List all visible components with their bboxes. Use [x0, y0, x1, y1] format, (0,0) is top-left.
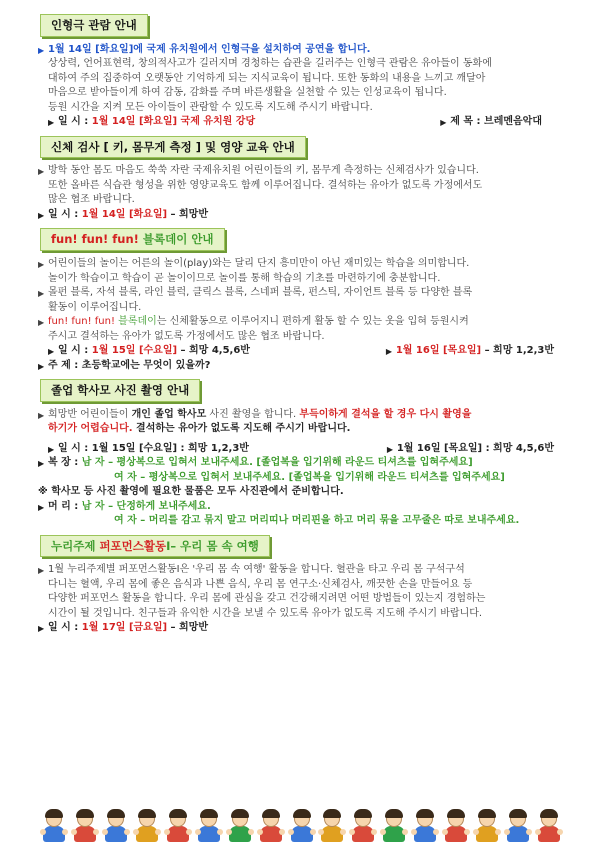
child-figure-icon: [502, 809, 533, 843]
section-title: [40, 136, 306, 159]
child-figure-icon: [378, 809, 409, 843]
body-line: [38, 422, 564, 437]
date-row: [38, 344, 564, 359]
title-value: 브레멘음악대: [484, 116, 542, 128]
body-line: 활동이 이루어집니다.: [48, 301, 142, 313]
dress-label: 복 장 :: [48, 457, 79, 469]
body-line: 등원 시간을 지켜 모든 아이들이 관람할 수 있도록 지도해 주시기 바랍니다.: [48, 101, 373, 113]
section-graduation-photo: [38, 379, 564, 529]
body-line: ▶ 몰펀 블록, 자석 블록, 라인 블럭, 클릭스 블록, 스네퍼 블록, 펀스틱, 자이언트 블록 등 다양한 블록: [38, 286, 564, 301]
child-figure-icon: [38, 809, 69, 843]
date-value: 1월 17일 [금요일]: [81, 622, 168, 634]
body-line: ▶ 1월 누리주제별 퍼포먼스활동Ⅰ은 '우리 몸 속 여행' 활동을 합니다. 혈관을 타고 우리 몸 구석구석: [38, 563, 564, 578]
body-line: 또한 올바른 식습관 형성을 위한 영양교육도 함께 이루어집니다. 결석하는 유아가 없도록 가정에서도: [48, 179, 483, 191]
date-label: 일 시 :: [58, 442, 89, 454]
dress-row: [38, 456, 564, 471]
body-line: 대하여 주의 집중하여 오랫동안 기억하게 되는 지식교육이 됩니다. 또한 동화의 내용을 느끼고 깨달아: [48, 72, 486, 84]
date-row: [38, 621, 564, 636]
child-figure-icon: [347, 809, 378, 843]
topic-label: 주 제 :: [48, 359, 79, 371]
body-line: 상상력, 언어표현력, 창의적사고가 길러지며 경청하는 습관을 길러주는 인형극 관람은 유아들이 동화에: [48, 58, 492, 70]
section-health-check: [38, 136, 564, 223]
dress-girl: 여 자 – 평상복으로 입혀서 보내주세요. [졸업복을 입기위해 라운드 티셔츠를 입혀주세요]: [114, 471, 505, 483]
note-line: ※ 학사모 등 사진 촬영에 필요한 물품은 모두 사진관에서 준비합니다.: [38, 486, 344, 498]
hair-girl: 여 자 – 머리를 감고 묶지 말고 머리띠나 머리핀을 하고 머리 묶을 고무줄은 따로 보내주세요.: [114, 515, 520, 527]
section-block-day: [38, 228, 564, 373]
body-text: 사진 촬영을 합니다.: [206, 408, 300, 420]
section-title-text: Ⅰ– 우리 몸 속 여행: [166, 538, 259, 553]
section-title-red: 퍼포먼스활동: [99, 538, 167, 553]
child-figure-icon: [100, 809, 131, 843]
hair-label: 머 리 :: [48, 500, 79, 512]
section-title-text: 신체 검사 [ 키, 몸무게 측정 ] 및 영양 교육 안내: [51, 139, 295, 154]
date-item: [48, 344, 250, 359]
date-row: [38, 208, 564, 223]
child-figure-icon: [440, 809, 471, 843]
topic-value: 초등학교에는 무엇이 있을까?: [81, 359, 211, 371]
hair-boy: 남 자 – 단정하게 보내주세요.: [81, 500, 211, 512]
body-line: 놀이가 학습이고 학습이 곧 놀이이므로 놀이를 통해 학습의 기초를 마련하기에 충분합니다.: [48, 272, 441, 284]
body-line: 다양한 퍼포먼스 활동을 합니다. 우리 몸에 관심을 갖고 건강해지려면 어떤 방법들이 있는지 경험하는: [48, 593, 486, 605]
date-suffix: – 희망반: [167, 208, 209, 220]
child-figure-icon: [409, 809, 440, 843]
child-figure-icon: [286, 809, 317, 843]
body-bold: 결석하는 유아가 없도록 지도해 주시기 바랍니다.: [132, 423, 351, 435]
title-label: 제 목 :: [450, 116, 481, 128]
date-value: 1월 15일 [수요일]: [91, 345, 178, 357]
date-item: [48, 115, 255, 130]
date-value: 1월 16일 [목요일]: [395, 345, 482, 357]
section-title-pre: 누리주제: [51, 538, 100, 553]
body-line: 마음으로 받아들이게 하여 감동, 감화를 주며 바른생활을 실천할 수 있는 인성교육이 됩니다.: [48, 87, 447, 99]
topic-row: [38, 359, 564, 374]
section-title: [40, 379, 200, 402]
children-illustration-border: [38, 807, 564, 843]
child-figure-icon: [316, 809, 347, 843]
body-text: 희망반 어린이들이: [48, 408, 132, 420]
section-nuri-performance: [38, 535, 564, 636]
child-figure-icon: [471, 809, 502, 843]
body-text: 는 신체활동으로 이루어지니 편하게 활동 할 수 있는 옷을 입혀 등원시켜: [156, 316, 469, 328]
child-figure-icon: [193, 809, 224, 843]
warning-text: 하기가 어렵습니다.: [48, 423, 133, 435]
date-suffix: – 희망반: [167, 622, 209, 634]
fun-text: fun! fun! fun!: [48, 316, 115, 328]
date-suffix: – 희망 1,2,3반: [481, 345, 554, 357]
date-item: [48, 442, 249, 457]
child-figure-icon: [533, 809, 564, 843]
date-item: [387, 442, 554, 457]
section-title: [40, 228, 225, 251]
date-label: 일 시 :: [58, 116, 89, 128]
body-line: 많은 협조 바랍니다.: [48, 194, 135, 206]
body-line: [38, 408, 564, 423]
child-figure-icon: [224, 809, 255, 843]
date-label: 일 시 :: [58, 345, 89, 357]
dress-boy: 남 자 – 평상복으로 입혀서 보내주세요. [졸업복을 입기위해 라운드 티셔츠를 입혀주세요]: [81, 457, 473, 469]
child-figure-icon: [131, 809, 162, 843]
hair-row: [38, 500, 564, 515]
body-line: ▶ 어린이들의 놀이는 어른의 놀이(play)와는 달리 단지 흥미만이 아닌 재미있는 학습을 의미합니다.: [38, 257, 564, 272]
date-value: 1월 14일 [화요일] 국제 유치원 강당: [91, 116, 256, 128]
body-line: ▶ 방학 동안 몸도 마음도 쑥쑥 자란 국제유치원 어린이들의 키, 몸무게 측정하는 신체검사가 있습니다.: [38, 164, 564, 179]
date-value: 1월 16일 [목요일] : 희망 4,5,6반: [396, 442, 554, 454]
section-puppet-show: [38, 14, 564, 130]
body-bold: 개인 졸업 학사모: [131, 408, 207, 420]
body-line: 주시고 결석하는 유아가 없도록 가정에서도 많은 협조 바랍니다.: [48, 330, 325, 342]
body-line: 시간이 될 것입니다. 친구들과 유익한 시간을 보낼 수 있도록 유아가 없도록 지도해 주시기 바랍니다.: [48, 607, 483, 619]
body-line: [38, 315, 564, 330]
title-item: [440, 115, 542, 130]
date-row: [38, 115, 564, 130]
date-row: [38, 442, 564, 457]
child-figure-icon: [69, 809, 100, 843]
date-label: 일 시 :: [48, 622, 79, 634]
section-title-fun: fun! fun! fun!: [51, 232, 139, 247]
section-title: [40, 535, 270, 558]
block-day-text: 블록데이: [114, 316, 157, 328]
child-figure-icon: [255, 809, 286, 843]
child-figure-icon: [162, 809, 193, 843]
section-title-text: 졸업 학사모 사진 촬영 안내: [51, 383, 190, 398]
date-label: 일 시 :: [48, 208, 79, 220]
section-title: [40, 14, 148, 37]
section-title-text: 인형극 관람 안내: [51, 18, 137, 32]
lead-line: ▶ 1월 14일 [화요일]에 국제 유치원에서 인형극을 설치하여 공연을 합니다.: [38, 43, 564, 58]
date-suffix: – 희망 4,5,6반: [177, 345, 250, 357]
date-value: 1월 15일 [수요일] : 희망 1,2,3반: [91, 442, 249, 454]
date-item: [386, 344, 554, 359]
body-line: 다니는 혈액, 우리 몸에 좋은 음식과 나쁜 음식, 우리 몸 연구소·신체검사, 깨끗한 손을 만들어요 등: [48, 578, 473, 590]
warning-text: 부득이하게 결석을 할 경우 다시 촬영을: [299, 408, 472, 420]
date-value: 1월 14일 [화요일]: [81, 208, 168, 220]
section-title-text: 블록데이 안내: [138, 232, 214, 247]
